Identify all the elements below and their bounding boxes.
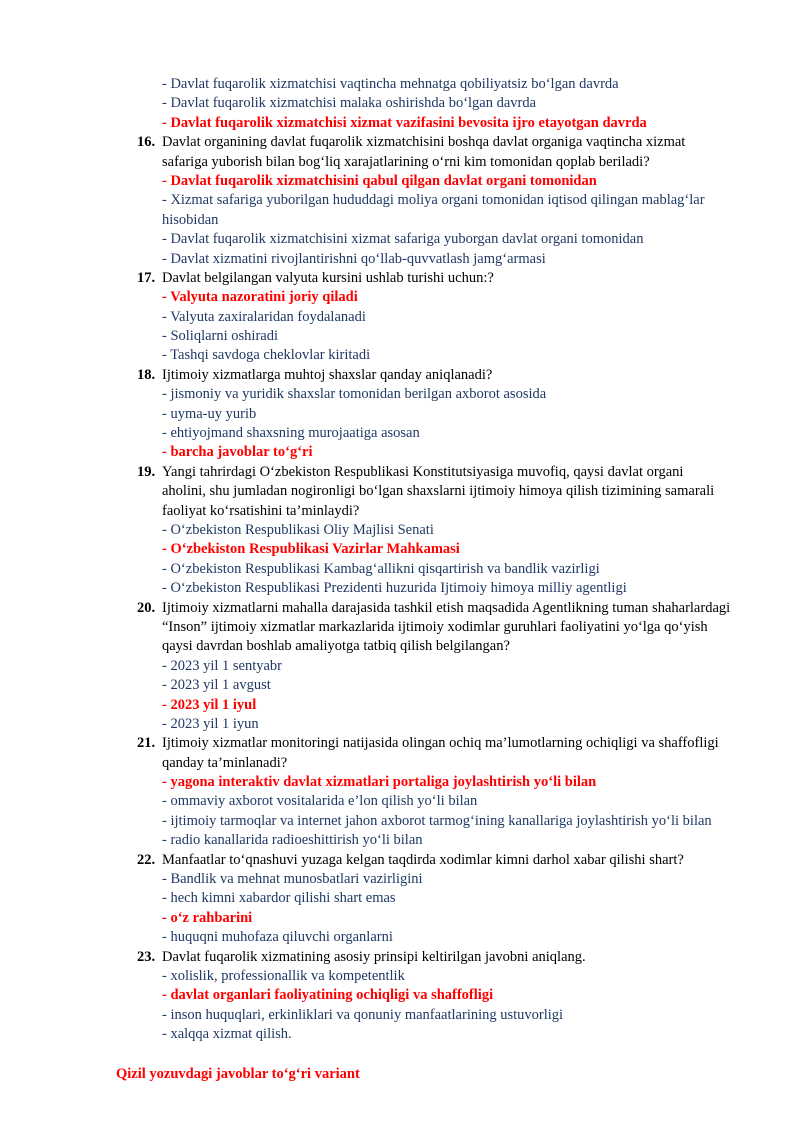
- question-text: [0, 948, 800, 967]
- correct-answer-option: - Valyuta nazoratini joriy qiladi: [162, 289, 358, 306]
- answer-option: - Davlat xizmatini rivojlantirishni qoʻllab-quvvatlash jamgʻarmasi: [162, 250, 546, 267]
- question-text-line: Ijtimoiy xizmatlarga muhtoj shaxslar qanday aniqlanadi?: [162, 366, 493, 383]
- answer-option: - Soliqlarni oshiradi: [162, 328, 278, 345]
- question-number: 21.: [137, 735, 156, 752]
- correct-answer-option: - davlat organlari faoliyatining ochiqligi va shaffofligi: [162, 987, 494, 1004]
- answer-option: - radio kanallarida radioeshittirish yoʻli bilan: [162, 832, 423, 849]
- question-text-line: Yangi tahrirdagi Oʻzbekiston Respublikasi Konstitutsiyasiga muvofiq, qaysi davlat organi: [162, 463, 684, 480]
- question-number: 16.: [137, 134, 156, 151]
- answer-option: - huquqni muhofaza qiluvchi organlarni: [162, 929, 393, 946]
- question-text: safariga yuborish bilan bogʻliq xarajatlarining oʻrni kim tomonidan qoplab beriladi?: [162, 153, 650, 170]
- answer-option: - ijtimoiy tarmoqlar va internet jahon axborot tarmogʻining kanallariga joylashtirish yoʻli bilan: [162, 812, 712, 829]
- question-number: 23.: [137, 948, 156, 965]
- question-text-line: Ijtimoiy xizmatlarni mahalla darajasida tashkil etish maqsadida Agentlikning tuman shaharlardagi: [162, 599, 731, 616]
- question-text-line: Manfaatlar toʻqnashuvi yuzaga kelgan taqdirda xodimlar kimni darhol xabar qilishi shart?: [162, 851, 684, 868]
- answer-option: - 2023 yil 1 sentyabr: [162, 657, 283, 674]
- question-text-line: Ijtimoiy xizmatlar monitoringi natijasida olingan ochiq ma’lumotlarning ochiqligi va shaffofligi: [162, 735, 719, 752]
- answer-option: - uyma-uy yurib: [162, 405, 257, 422]
- question-list: [0, 75, 800, 1045]
- correct-answer-option: - barcha javoblar toʻgʻri: [162, 444, 313, 461]
- question-text: qanday ta’minlanadi?: [162, 754, 288, 771]
- correct-answer-option: - 2023 yil 1 iyul: [162, 696, 257, 713]
- answer-option: - xolislik, professionallik va kompetentlik: [162, 967, 405, 984]
- question-number: 22.: [137, 851, 156, 868]
- answer-option: - Oʻzbekiston Respublikasi Kambagʻallikni qisqartirish va bandlik vazirligi: [162, 560, 600, 577]
- correct-answer-option: - oʻz rahbarini: [162, 909, 253, 926]
- question-number: 17.: [137, 269, 156, 286]
- answer-option: - Valyuta zaxiralaridan foydalanadi: [162, 308, 366, 325]
- answer-option: - Oʻzbekiston Respublikasi Prezidenti huzurida Ijtimoiy himoya milliy agentligi: [162, 580, 627, 597]
- correct-answer-option: - Davlat fuqarolik xizmatchisini qabul qilgan davlat organi tomonidan: [162, 172, 597, 189]
- answer-option: - Xizmat safariga yuborilgan hududdagi moliya organi tomonidan iqtisod qilingan mablagʻlar: [162, 192, 705, 209]
- answer-option: - Oʻzbekiston Respublikasi Oliy Majlisi Senati: [162, 521, 434, 538]
- answer-option: - hech kimni xabardor qilishi shart emas: [162, 890, 396, 907]
- question-text: [0, 133, 800, 152]
- question-text: “Inson” ijtimoiy xizmatlar markazlarida ijtimoiy xodimlar guruhlari faoliyatini yoʻlga qoʻyish: [162, 618, 708, 635]
- answer-option: - Davlat fuqarolik xizmatchisi malaka oshirishda boʻlgan davrda: [162, 95, 537, 112]
- answer-option: - jismoniy va yuridik shaxslar tomonidan berilgan axborot asosida: [162, 386, 547, 403]
- question-text: qaysi davrdan boshlab amaliyotga tatbiq qilish belgilangan?: [162, 638, 510, 655]
- question-number: 19.: [137, 463, 156, 480]
- answer-option: - Davlat fuqarolik xizmatchisini xizmat safariga yuborgan davlat organi tomonidan: [162, 231, 644, 248]
- answer-option: - Bandlik va mehnat munosbatlari vazirligini: [162, 871, 423, 888]
- answer-option: - inson huquqlari, erkinliklari va qonuniy manfaatlarining ustuvorligi: [162, 1006, 564, 1023]
- answer-option: - Davlat fuqarolik xizmatchisi vaqtincha mehnatga qobiliyatsiz boʻlgan davrda: [162, 76, 619, 92]
- question-text: aholini, shu jumladan nogironligi boʻlgan shaxslarni ijtimoiy himoya qilish tizimining samarali: [162, 483, 715, 500]
- question-text: [0, 599, 800, 618]
- answer-option: - ehtiyojmand shaxsning murojaatiga asosan: [162, 425, 420, 442]
- footer-note: Qizil yozuvdagi javoblar toʻgʻri variant: [116, 1066, 360, 1082]
- correct-answer-option: - Davlat fuqarolik xizmatchisi xizmat vazifasini bevosita ijro etayotgan davrda: [162, 114, 647, 131]
- question-text-line: Davlat belgilangan valyuta kursini ushlab turishi uchun:?: [162, 269, 494, 286]
- correct-answer-option: - yagona interaktiv davlat xizmatlari portaliga joylashtirish yoʻli bilan: [162, 774, 597, 791]
- question-text: [0, 366, 800, 385]
- answer-option: - ommaviy axborot vositalarida e’lon qilish yoʻli bilan: [162, 793, 478, 810]
- correct-answer-option: - Oʻzbekiston Respublikasi Vazirlar Mahkamasi: [162, 541, 460, 558]
- answer-option: - xalqqa xizmat qilish.: [162, 1026, 292, 1043]
- question-text: [0, 463, 800, 482]
- answer-option: - Tashqi savdoga cheklovlar kiritadi: [162, 347, 371, 364]
- answer-option: - 2023 yil 1 iyun: [162, 715, 259, 732]
- question-text: faoliyat koʻrsatishini ta’minlaydi?: [162, 502, 360, 519]
- answer-option: hisobidan: [162, 211, 219, 228]
- question-text: [0, 851, 800, 870]
- answer-option: - 2023 yil 1 avgust: [162, 677, 271, 694]
- question-text-line: Davlat fuqarolik xizmatining asosiy prinsipi keltirilgan javobni aniqlang.: [162, 948, 586, 965]
- question-text: [0, 734, 800, 753]
- question-text-line: Davlat organining davlat fuqarolik xizmatchisini boshqa davlat organiga vaqtincha xizmat: [162, 134, 686, 151]
- question-text: [0, 269, 800, 288]
- question-number: 20.: [137, 599, 156, 616]
- question-number: 18.: [137, 366, 156, 383]
